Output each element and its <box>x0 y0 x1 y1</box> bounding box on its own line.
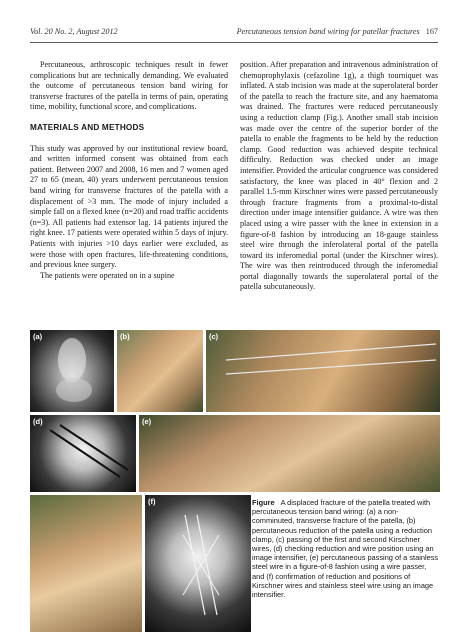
intro-paragraph: Percutaneous, arthroscopic techniques result in fewer complications but are technically demanding. We evaluated the outcome of percutaneous tension band wiring for transverse fractures of the patella in terms of pain, operating time, mobility, functional score, and complications. <box>30 60 228 112</box>
panel-d-xray <box>30 415 136 492</box>
header-rule <box>30 42 438 43</box>
panel-a-xray <box>30 330 114 412</box>
knee-xray-image <box>30 330 114 412</box>
panel-label-e: (e) <box>142 417 152 426</box>
methods-paragraph: This study was approved by our institutional review board, and written informed consent was obtained from each patient. Between 2007 and 2008, 16 men and 7 women aged 27 to 65 (mean, 40) years underwent percutaneous tension band wiring for transverse fractures of the patella with a displacement of >3 mm. The mode of injury included a simple fall on a flexed knee (n=20) and road traffic accidents (n=3). All patients had extensor lag. 14 patients injured the right knee. 17 patients were operated within 5 days of injury. Patients with injuries >10 days earlier were excluded, as were those with open fractures, life-threatening conditions, and previous knee surgery. <box>30 143 228 270</box>
left-column <box>30 60 228 281</box>
panel-label-a: (a) <box>33 332 43 341</box>
image-intensifier-view <box>30 415 136 492</box>
panel-label-f: (f) <box>148 497 156 506</box>
panel-label-c: (c) <box>209 332 219 341</box>
panel-e-photo <box>139 415 440 492</box>
running-title-text: Percutaneous tension band wiring for patellar fractures <box>236 27 420 36</box>
confirmation-xray-image <box>145 495 251 632</box>
supine-paragraph: The patients were operated on in a supine <box>40 270 175 280</box>
panel-c-photo <box>206 330 440 412</box>
caption-text: A displaced fracture of the patella treated with percutaneous tension band wiring: (a) a non-comminuted, transverse fracture of the patella, (b) percutaneous reduction of the patella using a reduction clamp, (c) passing of the first and second Kirschner wires, (d) checking reduction and wire position using an image intensifier, (e) percutaneous passing of a stainless steel wire in a figure-of-8 fashion using a wire passer, and (f) confirmation of reduction and positions of Kirschner wires and stainless steel wire using an image intensifier. <box>252 498 439 600</box>
running-header <box>30 27 438 41</box>
kirschner-wires-image <box>206 330 440 412</box>
panel-f-xray <box>145 495 251 632</box>
figure-caption <box>252 498 440 599</box>
section-heading: MATERIALS AND METHODS <box>30 122 145 132</box>
journal-issue: Vol. 20 No. 2, August 2012 <box>30 27 118 36</box>
page-number: 167 <box>425 27 438 36</box>
panel-f-photo <box>30 495 142 632</box>
procedure-paragraph: position. After preparation and intravenous administration of chemoprophylaxis (cefazoline 1g), a thigh tourniquet was inflated. A stab incision was made at the superolateral border of the patella to reach the fracture site, and any haematoma was drained. The fractures were reduced percutaneously using a reduction clamp (Fig.). Another small stab incision was made over the centre of the superior border of the patella to enable the fragments to be held by the reduction clamp. Good reduction was achieved despite technical difficulty. Reduction was checked under an image intensifier. Provided the articular congruence was considered satisfactory, the knee was placed in 40° flexion and 2 parallel 1.5-mm Kirschner wires were passed percutaneously through fracture fragments from a proximal-to-distal direction under image intensifier guidance. A wire was then placed using a wire passer with the knee in extension in a figure-of-8 fashion by introducing an 18-gauge stainless steel wire through the inferolateral portal of the patella toward its inferomedial portal (under the Kirschner wires). The wire was then reintroduced through the inferomedial portal diagonally towards the superolateral portal of the patella subcutaneously. <box>240 60 438 292</box>
panel-label-b: (b) <box>120 332 130 341</box>
right-column <box>240 60 438 293</box>
running-title <box>237 27 438 36</box>
panel-b-photo <box>117 330 203 412</box>
caption-label: Figure <box>252 498 275 507</box>
panel-label-d: (d) <box>33 417 43 426</box>
